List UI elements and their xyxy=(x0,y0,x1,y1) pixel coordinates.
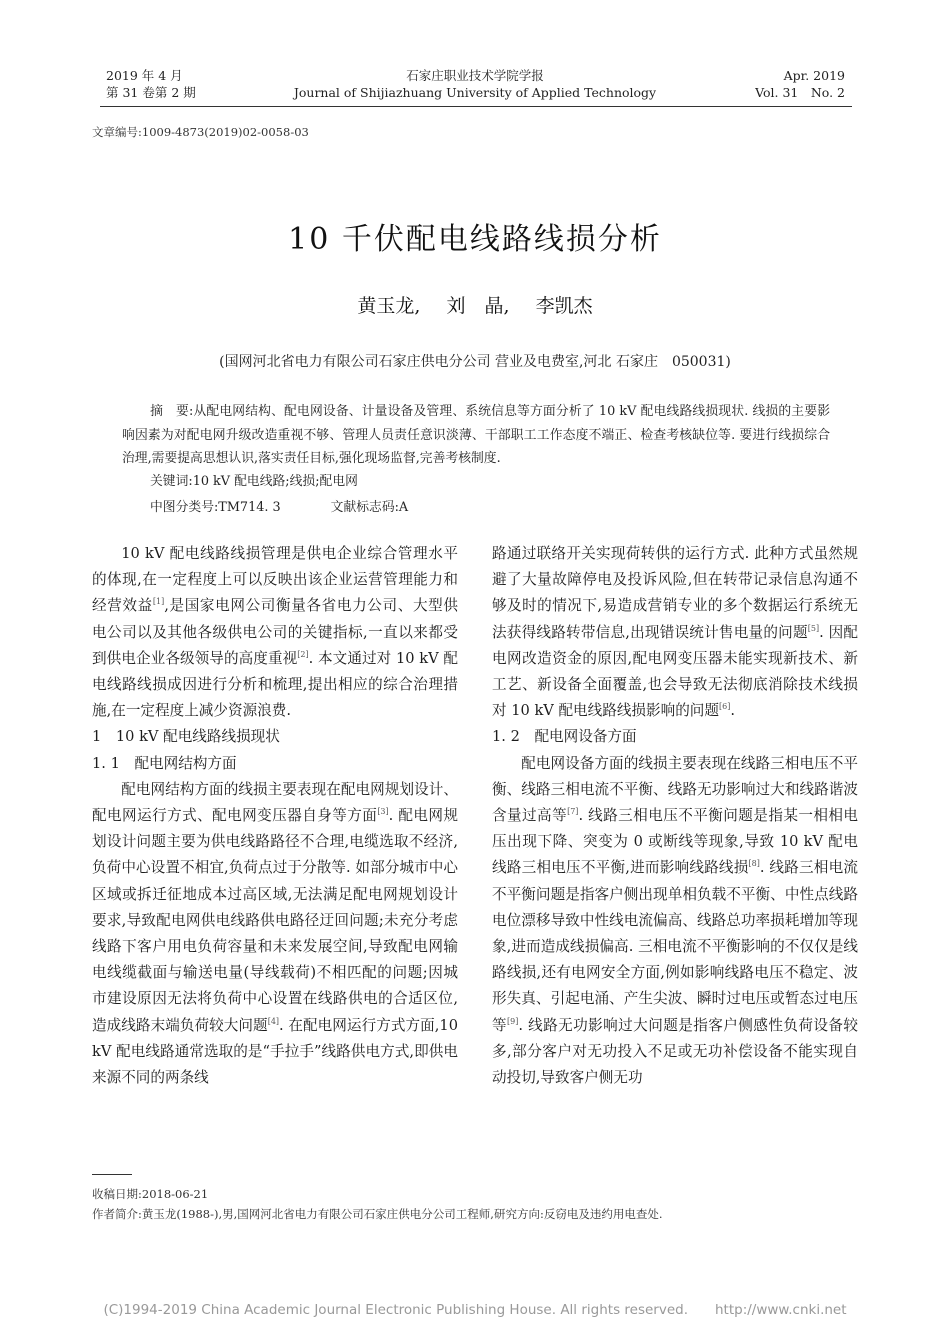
header-rule xyxy=(100,106,852,107)
citation[interactable]: [3] xyxy=(377,807,389,817)
paper-title: 10 千伏配电线路线损分析 xyxy=(288,222,662,257)
author: 黄玉龙, xyxy=(357,295,421,317)
header-journal xyxy=(250,67,700,101)
header-volume-cn: 第 31 卷第 2 期 xyxy=(106,85,196,100)
classification-line xyxy=(150,496,408,515)
header-date-en: Apr. 2019 xyxy=(783,68,845,83)
paragraph: 配电网结构方面的线损主要表现在配电网规划设计、配电网运行方式、配电网变压器自身等方面[3]. 配电网规划设计问题主要为供电线路路径不合理,电缆选取不经济,负荷中心设置不相宜,负荷点过于分散等. 如部分城市中心区域或拆迁征地成本过高区域,无法满足配电网规划设计要求,导致配电网供电线路供电路径迂回问题;未充分考虑线路下客户用电负荷容量和未来发展空间,导致配电网输电线缆截面与输送电量(导线载荷)不相匹配的问题;因城市建设原因无法将负荷中心设置在线路供电的合适区位,造成线路末端负荷较大问题[4]. 在配电网运行方式方面,10 kV 配电线路通常选取的是“手拉手”线路供电方式,即供电来源不同的两条线 xyxy=(92,780,458,1087)
affiliation: (国网河北省电力有限公司石家庄供电分公司 营业及电费室,河北 石家庄 050031) xyxy=(219,354,731,370)
author: 刘 晶, xyxy=(446,295,510,317)
clc-number: 中图分类号:TM714. 3 xyxy=(150,500,281,515)
abstract-text: 摘 要:从配电网结构、配电网设备、计量设备及管理、系统信息等方面分析了 10 kV 配电线路线损现状. 线损的主要影响因素为对配电网升级改造重视不够、管理人员责任意识淡薄、干部职工工作态度不端正、检查考核缺位等. 要进行线损综合治理,需要提高思想认识,落实责任目标,强化现场监督,完善考核制度. xyxy=(122,404,830,466)
section-heading: 1 10 kV 配电线路线损现状 xyxy=(92,728,280,746)
subsection-heading: 1. 2 配电网设备方面 xyxy=(492,728,637,746)
author: 李凯杰 xyxy=(535,295,593,317)
abstract xyxy=(122,400,830,471)
copyright-footer: (C)1994-2019 China Academic Journal Electronic Publishing House. All rights reserved. http://www.cnki.net xyxy=(103,1302,847,1318)
citation[interactable]: [6] xyxy=(719,702,731,712)
header-issue-date xyxy=(106,67,196,101)
body-column-right xyxy=(492,541,858,1091)
subsection-heading: 1. 1 配电网结构方面 xyxy=(92,754,237,772)
citation[interactable]: [9] xyxy=(507,1016,519,1026)
author-bio: 作者简介:黄玉龙(1988-),男,国网河北省电力有限公司石家庄供电分公司工程师,研究方向:反窃电及违约用电查处. xyxy=(92,1207,663,1221)
received-date: 收稿日期:2018-06-21 xyxy=(92,1187,209,1201)
body-column-left xyxy=(92,541,458,1091)
citation[interactable]: [1] xyxy=(152,597,165,607)
author-list xyxy=(0,291,950,318)
citation[interactable]: [8] xyxy=(748,859,760,869)
header-volume xyxy=(755,67,845,101)
paragraph: 路通过联络开关实现荷转供的运行方式. 此种方式虽然规避了大量故障停电及投诉风险,但在转带记录信息沟通不够及时的情况下,易造成营销专业的多个数据运行系统无法获得线路转带信息,出现错误统计售电量的问题[5]. 因配电网改造资金的原因,配电网变压器未能实现新技术、新工艺、新设备全面覆盖,也会导致无法彻底消除技术线损对 10 kV 配电线路线损影响的问题[6]. xyxy=(492,545,858,720)
keywords: 关键词:10 kV 配电线路;线损;配电网 xyxy=(150,474,358,489)
citation[interactable]: [2] xyxy=(297,649,309,659)
journal-name-cn: 石家庄职业技术学院学报 xyxy=(406,68,544,83)
document-code: 文献标志码:A xyxy=(330,500,409,515)
citation[interactable]: [7] xyxy=(567,807,579,817)
header-date: 2019 年 4 月 xyxy=(106,68,183,83)
footnote-rule xyxy=(92,1174,132,1175)
article-number: 文章编号:1009-4873(2019)02-0058-03 xyxy=(92,125,309,139)
citation[interactable]: [5] xyxy=(807,623,820,633)
journal-name-en: Journal of Shijiazhuang University of Applied Technology xyxy=(293,85,657,100)
citation[interactable]: [4] xyxy=(267,1016,280,1026)
paragraph: 10 kV 配电线路线损管理是供电企业综合管理水平的体现,在一定程度上可以反映出该企业运营管理能力和经营效益[1],是国家电网公司衡量各省电力公司、大型供电公司以及其他各级供电公司的关键指标,一直以来都受到供电企业各级领导的高度重视[2]. 本文通过对 10 kV 配电线路线损成因进行分析和梳理,提出相应的综合治理措施,在一定程度上减少资源浪费. xyxy=(92,545,458,720)
paragraph: 配电网设备方面的线损主要表现在线路三相电压不平衡、线路三相电流不平衡、线路无功影响过大和线路谐波含量过高等[7]. 线路三相电压不平衡问题是指某一相相电压出现下降、突变为 0 或断线等现象,导致 10 kV 配电线路三相电压不平衡,进而影响线路线损[8]. 线路三相电流不平衡问题是指客户侧出现单相负载不平衡、中性点线路电位漂移导致中性线电流偏高、线路总功率损耗增加等现象,进而造成线损偏高. 三相电流不平衡影响的不仅仅是线路线损,还有电网安全方面,例如影响线路电压不稳定、波形失真、引起电涌、产生尖波、瞬时过电压或暂态过电压等[9]. 线路无功影响过大问题是指客户侧感性负荷设备较多,部分客户对无功投入不足或无功补偿设备不能实现自动投切,导致客户侧无功 xyxy=(492,754,859,1087)
header-volume-en: Vol. 31 No. 2 xyxy=(755,85,845,100)
